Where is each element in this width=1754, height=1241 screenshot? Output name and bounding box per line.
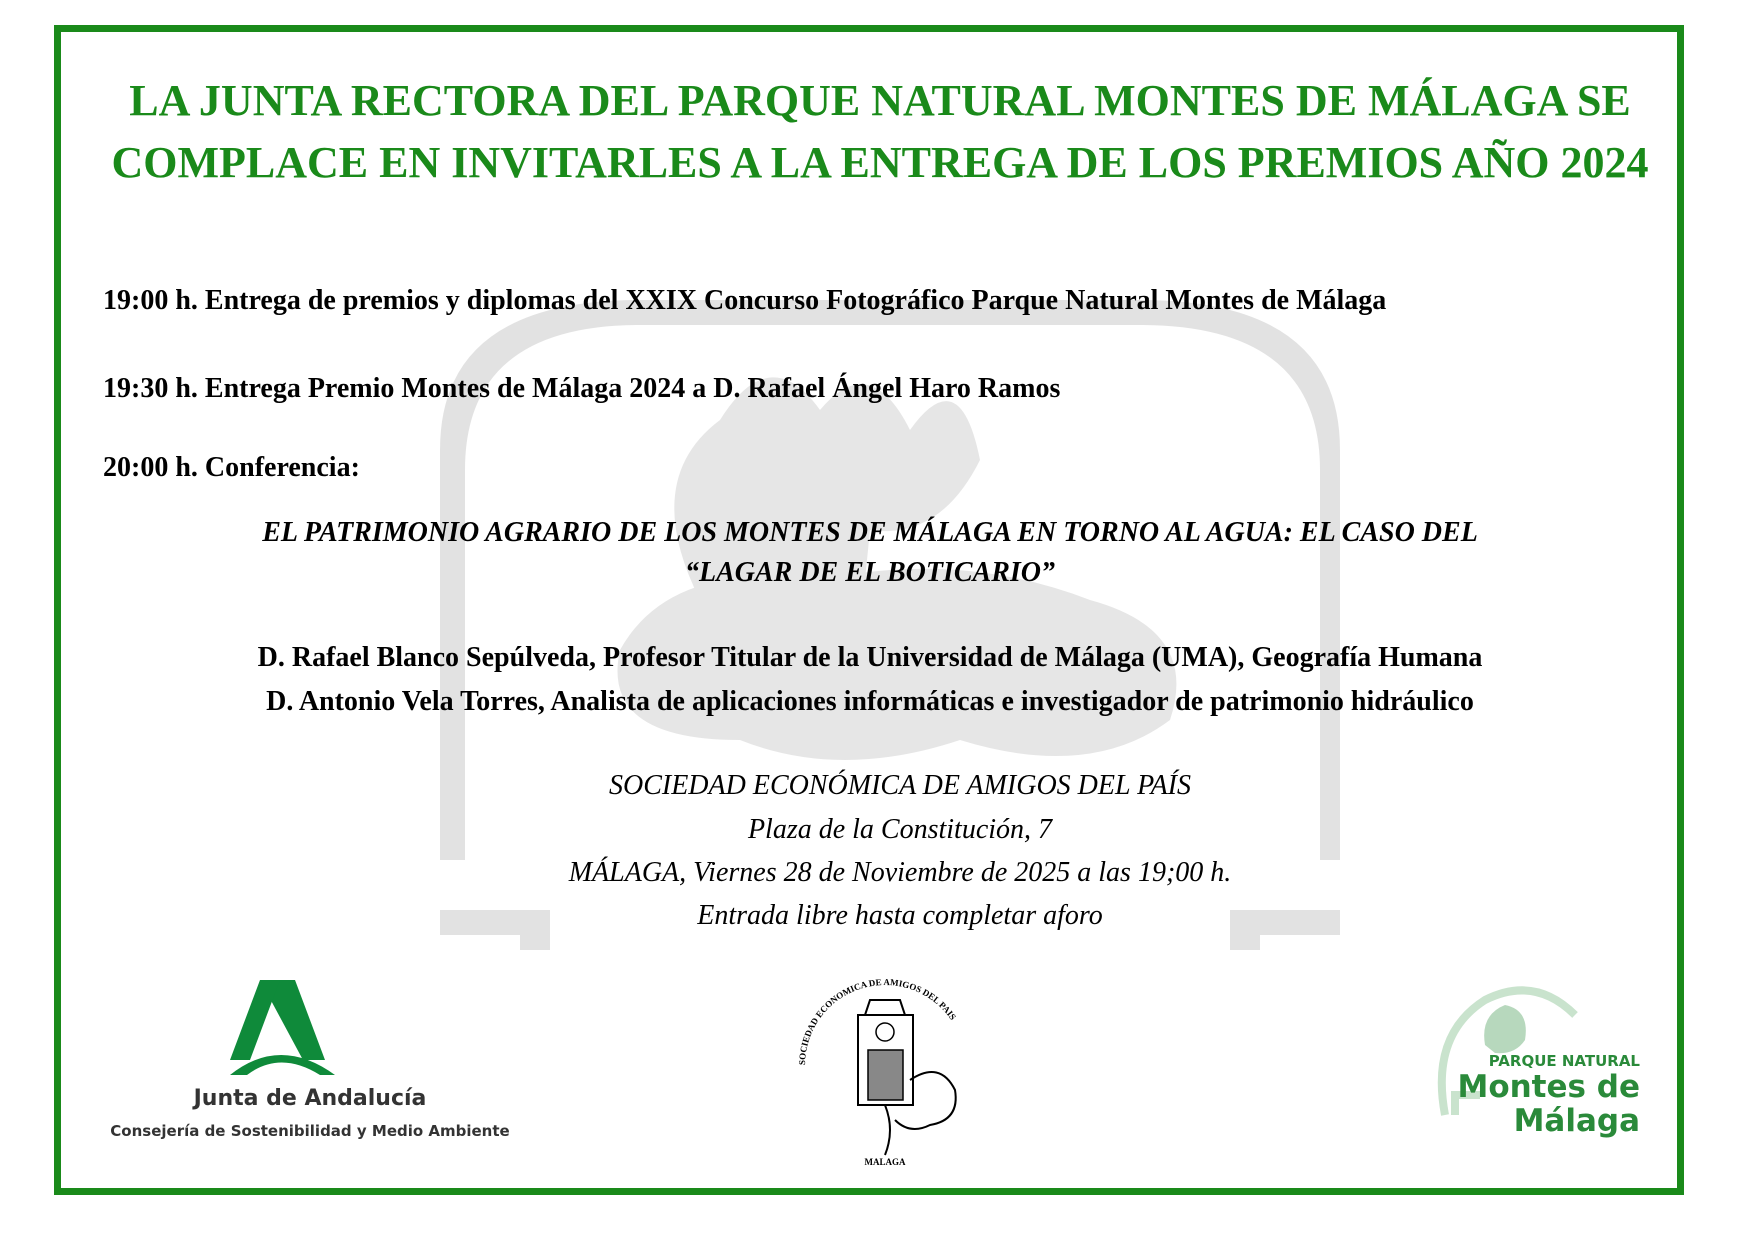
parque-natural-label: PARQUE NATURAL bbox=[1488, 1052, 1640, 1070]
junta-andalucia-consejeria: Consejería de Sostenibilidad y Medio Ambiente bbox=[110, 1122, 510, 1140]
speaker-rafael-blanco: D. Rafael Blanco Sepúlveda, Profesor Titular de la Universidad de Málaga (UMA), Geografía Humana bbox=[257, 642, 1483, 673]
page-title: LA JUNTA RECTORA DEL PARQUE NATURAL MONTES DE MÁLAGA SE COMPLACE EN INVITARLES A LA ENTREGA DE LOS PREMIOS AÑO 2024 bbox=[111, 76, 1649, 187]
junta-andalucia-name: Junta de Andalucía bbox=[193, 1086, 427, 1111]
agenda-item-conferencia: 20:00 h. Conferencia: bbox=[103, 452, 360, 483]
junta-andalucia-logo-icon bbox=[225, 980, 345, 1080]
venue-name: SOCIEDAD ECONÓMICA DE AMIGOS DEL PAÍS bbox=[608, 770, 1191, 801]
conference-title-line-1: EL PATRIMONIO AGRARIO DE LOS MONTES DE MÁLAGA EN TORNO AL AGUA: EL CASO DEL bbox=[262, 517, 1478, 548]
sociedad-ring-text: SOCIEDAD ECONOMICA DE AMIGOS DEL PAIS bbox=[796, 976, 959, 1066]
speaker-antonio-vela: D. Antonio Vela Torres, Analista de aplicaciones informáticas e investigador de patrimonio hidráulico bbox=[266, 686, 1474, 717]
sociedad-economica-emblem-icon bbox=[790, 960, 980, 1170]
conference-title bbox=[110, 513, 1630, 593]
venue-address: Plaza de la Constitución, 7 bbox=[747, 814, 1053, 845]
venue-entry-note: Entrada libre hasta completar aforo bbox=[697, 900, 1103, 931]
sociedad-city-text: MALAGA bbox=[864, 1157, 906, 1167]
parque-natural-malaga: Málaga bbox=[1513, 1103, 1640, 1139]
agenda-item-premio: 19:30 h. Entrega Premio Montes de Málaga 2024 a D. Rafael Ángel Haro Ramos bbox=[103, 373, 1061, 404]
venue-date: MÁLAGA, Viernes 28 de Noviembre de 2025 a las 19;00 h. bbox=[568, 857, 1232, 888]
conference-title-line-2: “LAGAR DE EL BOTICARIO” bbox=[684, 557, 1056, 588]
parque-natural-montes: Montes de bbox=[1457, 1069, 1640, 1105]
agenda-item-photo-contest: 19:00 h. Entrega de premios y diplomas del XXIX Concurso Fotográfico Parque Natural Montes de Málaga bbox=[103, 285, 1387, 316]
